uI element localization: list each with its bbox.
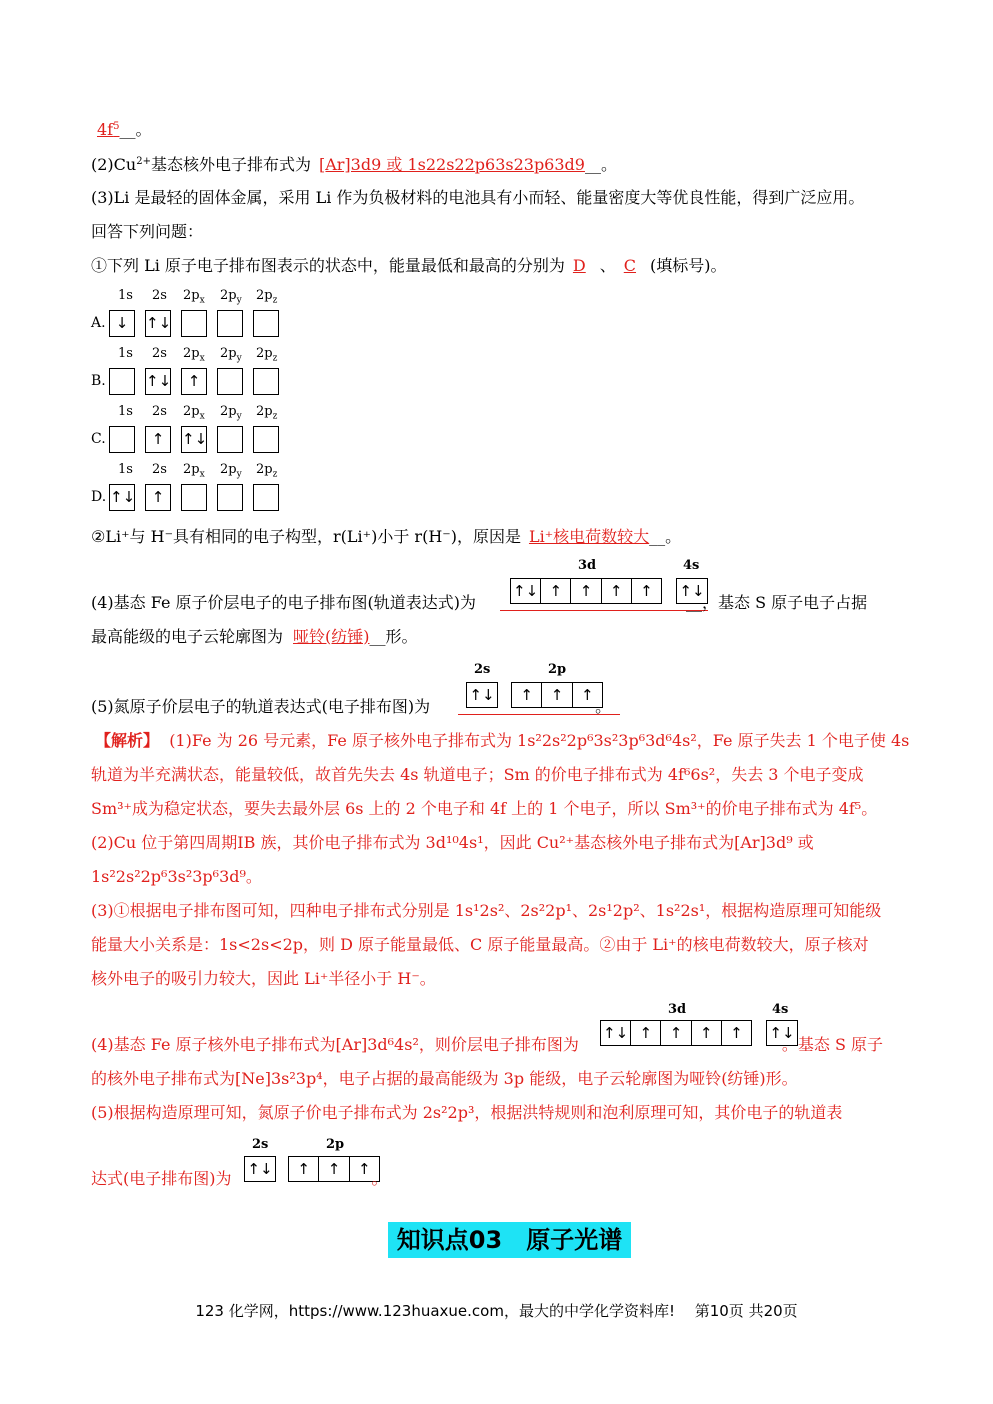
orbital-label: 2s [152, 404, 167, 419]
orbital-box [181, 484, 207, 511]
fe-3d-label: 3d [578, 558, 597, 573]
an-fe-4s-label: 4s [772, 1002, 789, 1017]
orbital-label: $2p_z$ [256, 288, 278, 306]
analysis-p1a: 【解析】 (1)Fe 为 26 号元素，Fe 原子核外电子排布式为 1s²2s²2p⁶3s²3p⁶3d⁶4s²，Fe 原子失去 1 个电子使 4s [95, 731, 910, 750]
orbital-label: $2p_x$ [183, 462, 205, 480]
orbital-label: $2p_x$ [183, 288, 205, 306]
orbital-box [217, 484, 243, 511]
analysis-p3c: 核外电子的吸引力较大，因此 Li⁺半径小于 H⁻。 [91, 969, 436, 988]
orbital-cell: ↑↓ [769, 1024, 795, 1042]
question-3-line2: 回答下列问题： [91, 222, 204, 241]
analysis-p4b: 的核外电子排布式为[Ne]3s²3p⁴，电子占据的最高能级为 3p 能级，电子云轮廓图为哑铃(纺锤)形。 [91, 1069, 798, 1088]
orbital-cell: ↑ [692, 1021, 722, 1045]
orbital-cell: ↑ [730, 1024, 743, 1042]
orbital-box [217, 310, 243, 337]
analysis-p5a: (5)根据构造原理可知，氮原子价电子排布式为 2s²2p³，根据洪特规则和泡利原理可知，其价电子的轨道表 [91, 1103, 843, 1122]
orbital-cell: ↑↓ [679, 582, 705, 600]
orbital-label: $2p_y$ [220, 404, 242, 422]
an-n-2s-label: 2s [252, 1137, 269, 1152]
orbital-box [253, 426, 279, 453]
answer-lowest: D [572, 256, 586, 275]
answer-line-4f5: $4f^5\_\_$。 [97, 120, 152, 139]
orbital-label: 1s [118, 288, 133, 303]
orbital-box: ↑↓ [109, 484, 135, 511]
an-n-2p-label: 2p [326, 1137, 345, 1152]
orbital-box: ↑↓ [181, 426, 207, 453]
question-3-2: ②Li⁺与 H⁻具有相同的电子构型，r(Li⁺)小于 r(H⁻)，原因是 Li⁺核电荷数较大__。 [91, 527, 682, 546]
answer-dumbbell: 哑铃(纺锤) [293, 627, 370, 646]
analysis-p2a: (2)Cu 位于第四周期ⅠB 族，其价电子排布式为 3d¹⁰4s¹，因此 Cu²⁺基态核外电子排布式为[Ar]3d⁹ 或 [91, 833, 814, 852]
question-3-line1: (3)Li 是最轻的固体金属，采用 Li 作为负极材料的电池具有小而轻、能量密度大等优良性能，得到广泛应用。 [91, 188, 865, 207]
orbital-cell: ↑ [581, 686, 594, 704]
fe-4s-label: 4s [683, 558, 700, 573]
orbital-box [109, 368, 135, 395]
orbital-label: $2p_x$ [183, 346, 205, 364]
option-label: B. [91, 373, 106, 389]
orbital-box [253, 310, 279, 337]
question-5: (5)氮原子价层电子的轨道表达式(电子排布图)为 。 [91, 697, 612, 716]
option-label: C. [91, 431, 106, 447]
page-footer: 123 化学网，https://www.123huaxue.com，最大的中学化学资料库! 第10页 共20页 [195, 1302, 798, 1320]
orbital-cell: ↑ [542, 683, 572, 707]
analysis-p4a: (4)基态 Fe 原子核外电子排布式为[Ar]3d⁶4s²，则价层电子排布图为 。基态 S 原子 [91, 1035, 884, 1054]
orbital-cell: ↑↓ [601, 1021, 631, 1045]
orbital-label: $2p_z$ [256, 346, 278, 364]
orbital-label: $2p_y$ [220, 288, 242, 306]
orbital-cell: ↑ [661, 1021, 691, 1045]
orbital-box: ↓ [109, 310, 135, 337]
orbital-cell: ↑ [571, 579, 601, 603]
orbital-cell: ↑ [512, 683, 542, 707]
orbital-box [109, 426, 135, 453]
analysis-p3a: (3)①根据电子排布图可知，四种电子排布式分别是 1s¹2s²、2s²2p¹、2s¹2p²、1s²2s¹，根据构造原理可知能级 [91, 901, 882, 920]
orbital-cell: ↑ [602, 579, 632, 603]
orbital-cell: ↑↓ [511, 579, 541, 603]
analysis-p5b: 达式(电子排布图)为 。 [91, 1169, 388, 1188]
section-heading: 知识点03 原子光谱 [388, 1222, 631, 1258]
orbital-cell: ↑↓ [247, 1160, 273, 1178]
orbital-cell: ↑ [631, 1021, 661, 1045]
an-fe-3d-label: 3d [668, 1002, 687, 1017]
answer-cu-config: [Ar]3d9 或 1s22s22p63s23p63d9 [318, 155, 585, 174]
orbital-label: 1s [118, 404, 133, 419]
orbital-box [181, 310, 207, 337]
orbital-cell: ↑ [541, 579, 571, 603]
analysis-p3b: 能量大小关系是：1s<2s<2p，则 D 原子能量最低、C 原子能量最高。②由于 Li⁺的核电荷数较大，原子核对 [91, 935, 869, 954]
orbital-label: 1s [118, 462, 133, 477]
answer-li-reason: Li⁺核电荷数较大 [528, 527, 650, 546]
analysis-p2b: 1s²2s²2p⁶3s²3p⁶3d⁹。 [91, 867, 262, 886]
orbital-cell: ↑ [358, 1160, 371, 1178]
orbital-cell: ↑ [640, 582, 653, 600]
orbital-label: $2p_x$ [183, 404, 205, 422]
orbital-label: $2p_y$ [220, 346, 242, 364]
orbital-label: 2s [152, 346, 167, 361]
orbital-box: ↑ [181, 368, 207, 395]
orbital-box: ↑ [145, 426, 171, 453]
orbital-label: $2p_y$ [220, 462, 242, 480]
question-2: $(2)Cu^{2+}$基态核外电子排布式为 [Ar]3d9 或 1s22s22p63s23p63d9__。 [91, 155, 617, 174]
orbital-cell: ↑↓ [469, 686, 495, 704]
n-2p-label: 2p [548, 662, 567, 677]
orbital-cell: ↑ [289, 1157, 319, 1181]
orbital-box: ↑ [145, 484, 171, 511]
analysis-p1b: 轨道为半充满状态，能量较低，故首先失去 4s 轨道电子；Sm 的价电子排布式为 4f⁶6s²，失去 3 个电子变成 [91, 765, 864, 784]
analysis-p1c: Sm³⁺成为稳定状态，要失去最外层 6s 上的 2 个电子和 4f 上的 1 个电子，所以 Sm³⁺的价电子排布式为 4f⁵。 [91, 799, 878, 818]
orbital-box [217, 368, 243, 395]
question-3-1: ①下列 Li 原子电子排布图表示的状态中，能量最低和最高的分别为 D 、 C (填标号)。 [91, 256, 727, 275]
orbital-label: 2s [152, 288, 167, 303]
orbital-box [253, 368, 279, 395]
option-label: D. [91, 489, 107, 505]
n-2s-label: 2s [474, 662, 491, 677]
orbital-label: $2p_z$ [256, 404, 278, 422]
orbital-box: ↑↓ [145, 310, 171, 337]
answer-highest: C [623, 256, 637, 275]
question-4-line2: 最高能级的电子云轮廓图为 哑铃(纺锤)__形。 [91, 627, 418, 646]
option-label: A. [91, 315, 106, 331]
orbital-box: ↑↓ [145, 368, 171, 395]
orbital-label: 1s [118, 346, 133, 361]
orbital-box [217, 426, 243, 453]
orbital-cell: ↑ [319, 1157, 349, 1181]
question-4: (4)基态 Fe 原子价层电子的电子排布图(轨道表达式)为 __，基态 S 原子电子占据 [91, 593, 868, 612]
orbital-label: 2s [152, 462, 167, 477]
orbital-label: $2p_z$ [256, 462, 278, 480]
orbital-box [253, 484, 279, 511]
